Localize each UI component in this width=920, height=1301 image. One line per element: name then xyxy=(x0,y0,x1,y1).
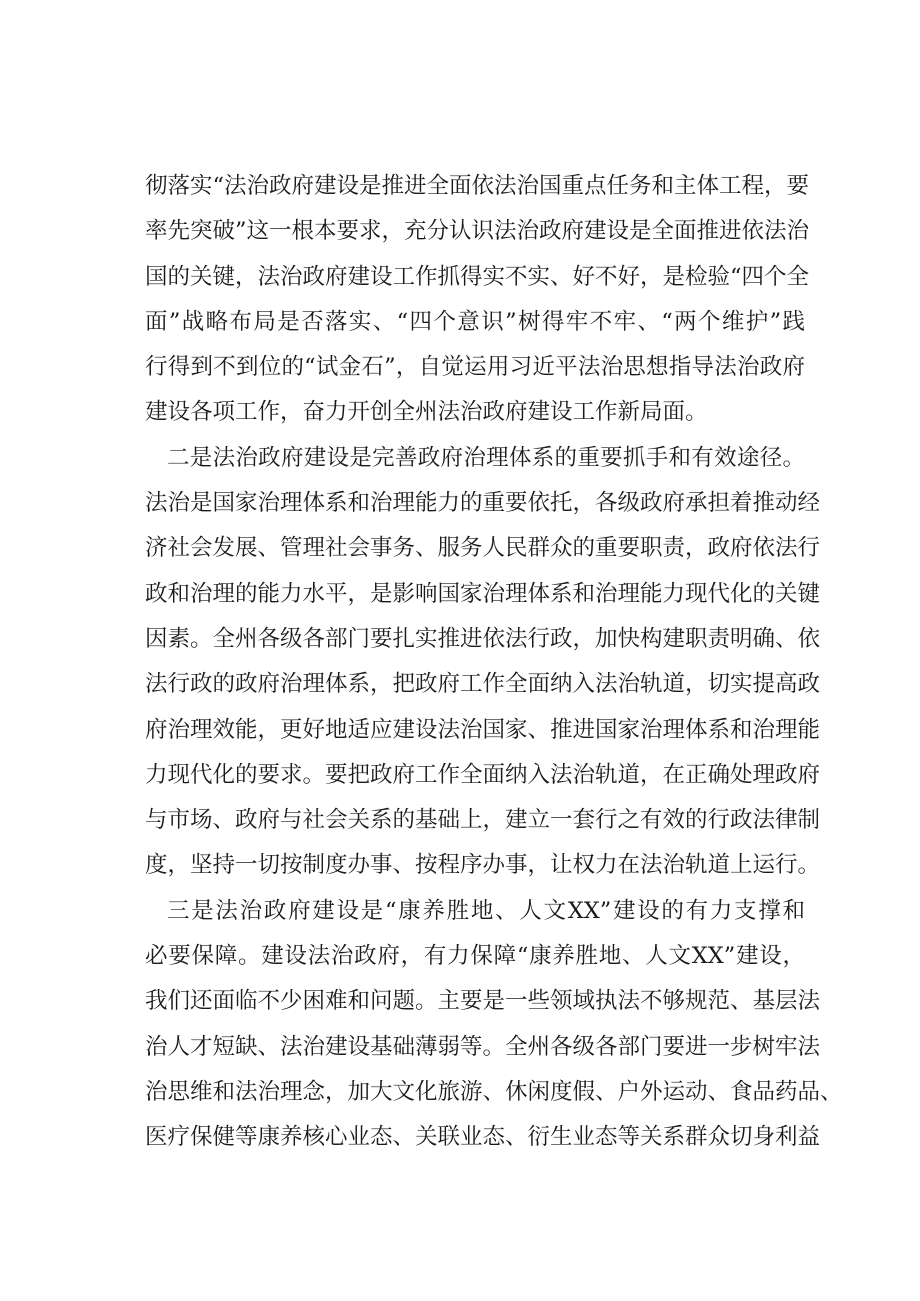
paragraph-line: 二是法治政府建设是完善政府治理体系的重要抓手和有效途径。 xyxy=(167,444,805,471)
paragraph-line: 率先突破”这一根本要求，充分认识法治政府建设是全面推进依法治 xyxy=(145,218,810,245)
paragraph-line: 政和治理的能力水平，是影响国家治理体系和治理能力现代化的关键 xyxy=(145,580,821,607)
paragraph-line: 法行政的政府治理体系，把政府工作全面纳入法治轨道，切实提高政 xyxy=(145,671,821,698)
paragraph-line: 国的关键，法治政府建设工作抓得实不实、好不好，是检验“四个全 xyxy=(145,263,810,290)
paragraph-line: 因素。全州各级各部门要扎实推进依法行政，加快构建职责明确、依 xyxy=(145,625,821,652)
paragraph-line: 行得到不到位的“试金石”，自觉运用习近平法治思想指导法治政府 xyxy=(145,354,805,381)
paragraph-line: 济社会发展、管理社会事务、服务人民群众的重要职责，政府依法行 xyxy=(145,535,821,562)
paragraph-line: 府治理效能，更好地适应建设法治国家、推进国家治理体系和治理能 xyxy=(145,716,821,743)
paragraph-line: 我们还面临不少困难和问题。主要是一些领域执法不够规范、基层法 xyxy=(145,988,821,1015)
paragraph-line: 度，坚持一切按制度办事、按程序办事，让权力在法治轨道上运行。 xyxy=(145,852,821,879)
paragraph-line: 医疗保健等康养核心业态、关联业态、衍生业态等关系群众切身利益 xyxy=(145,1124,821,1151)
paragraph-line: 与市场、政府与社会关系的基础上，建立一套行之有效的行政法律制 xyxy=(145,807,821,834)
paragraph-3 xyxy=(145,889,843,1161)
paragraph-line: 必要保障。建设法治政府，有力保障“康养胜地、人文XX”建设， xyxy=(145,943,805,970)
paragraph-2 xyxy=(145,436,821,889)
paragraph-line: 法治是国家治理体系和治理能力的重要依托，各级政府承担着推动经 xyxy=(145,490,821,517)
paragraph-1 xyxy=(145,164,810,436)
paragraph-line: 治人才短缺、法治建设基础薄弱等。全州各级各部门要进一步树牢法 xyxy=(145,1033,821,1060)
paragraph-line: 三是法治政府建设是“康养胜地、人文XX”建设的有力支撑和 xyxy=(167,897,805,924)
paragraph-line: 面”战略布局是否落实、“四个意识”树得牢不牢、“两个维护”践 xyxy=(145,308,805,335)
paragraph-line: 治思维和法治理念，加大文化旅游、休闲度假、户外运动、食品药品、 xyxy=(145,1078,843,1105)
paragraph-line: 力现代化的要求。要把政府工作全面纳入法治轨道，在正确处理政府 xyxy=(145,761,821,788)
paragraph-line: 建设各项工作，奋力开创全州法治政府建设工作新局面。 xyxy=(145,399,708,426)
document-body xyxy=(145,164,843,1161)
paragraph-line: 彻落实“法治政府建设是推进全面依法治国重点任务和主体工程，要 xyxy=(145,173,810,199)
